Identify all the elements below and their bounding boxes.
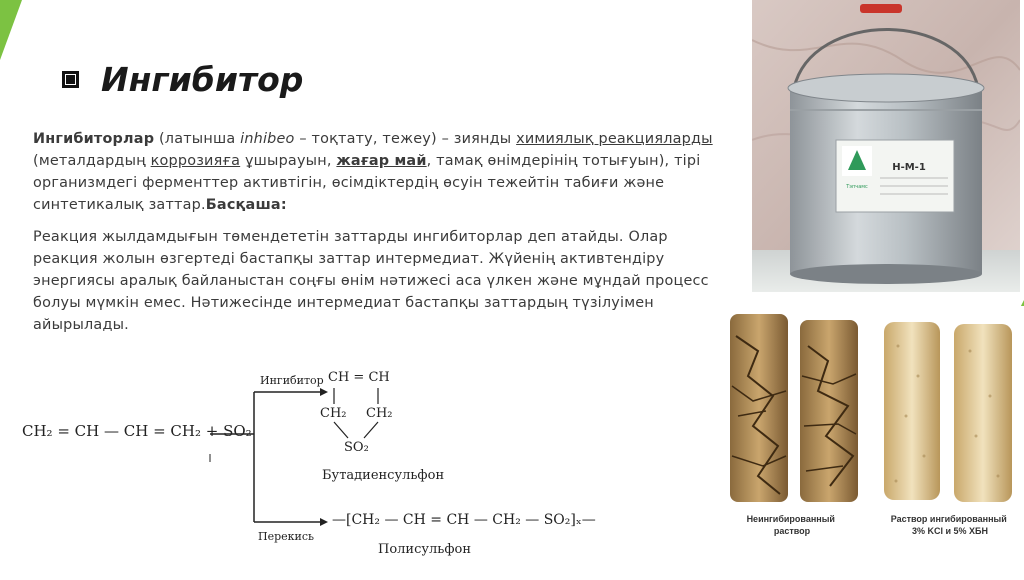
inhibitor-label: Ингибитор: [260, 374, 324, 387]
polymer-formula: —[CH₂ — CH = CH — CH₂ — SO₂]ₓ—: [332, 512, 596, 528]
ring-bottom: SO₂: [344, 440, 369, 455]
link-corrosion[interactable]: коррозияға: [150, 153, 241, 169]
bucket-photo: [752, 0, 1020, 292]
text-fragment: (латынша: [154, 131, 241, 147]
peroxide-label: Перекись: [258, 530, 315, 543]
link-lubricant[interactable]: жағар май: [336, 153, 427, 169]
product-butadienesulfone: Бутадиенсульфон: [322, 468, 445, 483]
checkbox-bullet-icon: [62, 71, 79, 88]
reaction-scheme: [22, 362, 642, 576]
paragraph-explanation: Реакция жылдамдығын төмендететін заттарды ингибиторлар деп атайды. Олар реакция жолын өзгертеді бастапқы заттар интермедиат. Жүйенің активтендіру энергиясы аралық байланыстан соңғы өнім нәтижесі аса үлкен және мұндай процесс болуы мүмкін емес. Нәтижесінде интермедиат бастапқы заттардың түзілуімен айырылады.: [33, 229, 709, 333]
bucket-brand: Тэпчамс: [846, 184, 868, 190]
reactants-formula: CH₂ = CH — CH = CH₂ + SO₂: [22, 422, 252, 440]
title-row: [62, 60, 303, 99]
text-fragment: – тоқтату, тежеу) – зиянды: [294, 131, 517, 147]
bucket-label-text: Н-М-1: [892, 162, 926, 173]
caption-uninhibited: Неингибированный раствор: [746, 514, 835, 536]
term: Ингибиторлар: [33, 131, 155, 147]
body-text: [33, 128, 723, 346]
product-polysulfone: Полисульфон: [378, 542, 472, 557]
slide-title: Ингибитор: [101, 60, 304, 99]
link-chemical-reactions[interactable]: химиялық реакцияларды: [516, 131, 713, 147]
ring-right: CH₂: [366, 406, 393, 421]
text-fragment: (металдардың: [33, 153, 151, 169]
text-fragment: ұшырауын,: [240, 153, 337, 169]
latin-word: inhibeo: [240, 131, 295, 147]
core-samples-photo: [718, 306, 1024, 576]
text-fragment: , тамақ өнімдерінің тотығуын), тірі организмдегі ферменттер активтігін, өсімдіктердің өсуін тежейтін табиғи және синтетикалық заттар.: [33, 153, 701, 213]
ring-top: CH = CH: [328, 370, 390, 385]
ring-left: CH₂: [320, 406, 347, 421]
corner-accent: [0, 0, 22, 60]
otherwise-label: Басқаша:: [205, 197, 287, 213]
paragraph-definition: [33, 128, 723, 216]
caption-inhibited: Раствор ингибированный 3% KCl и 5% ХБН: [890, 514, 1007, 536]
